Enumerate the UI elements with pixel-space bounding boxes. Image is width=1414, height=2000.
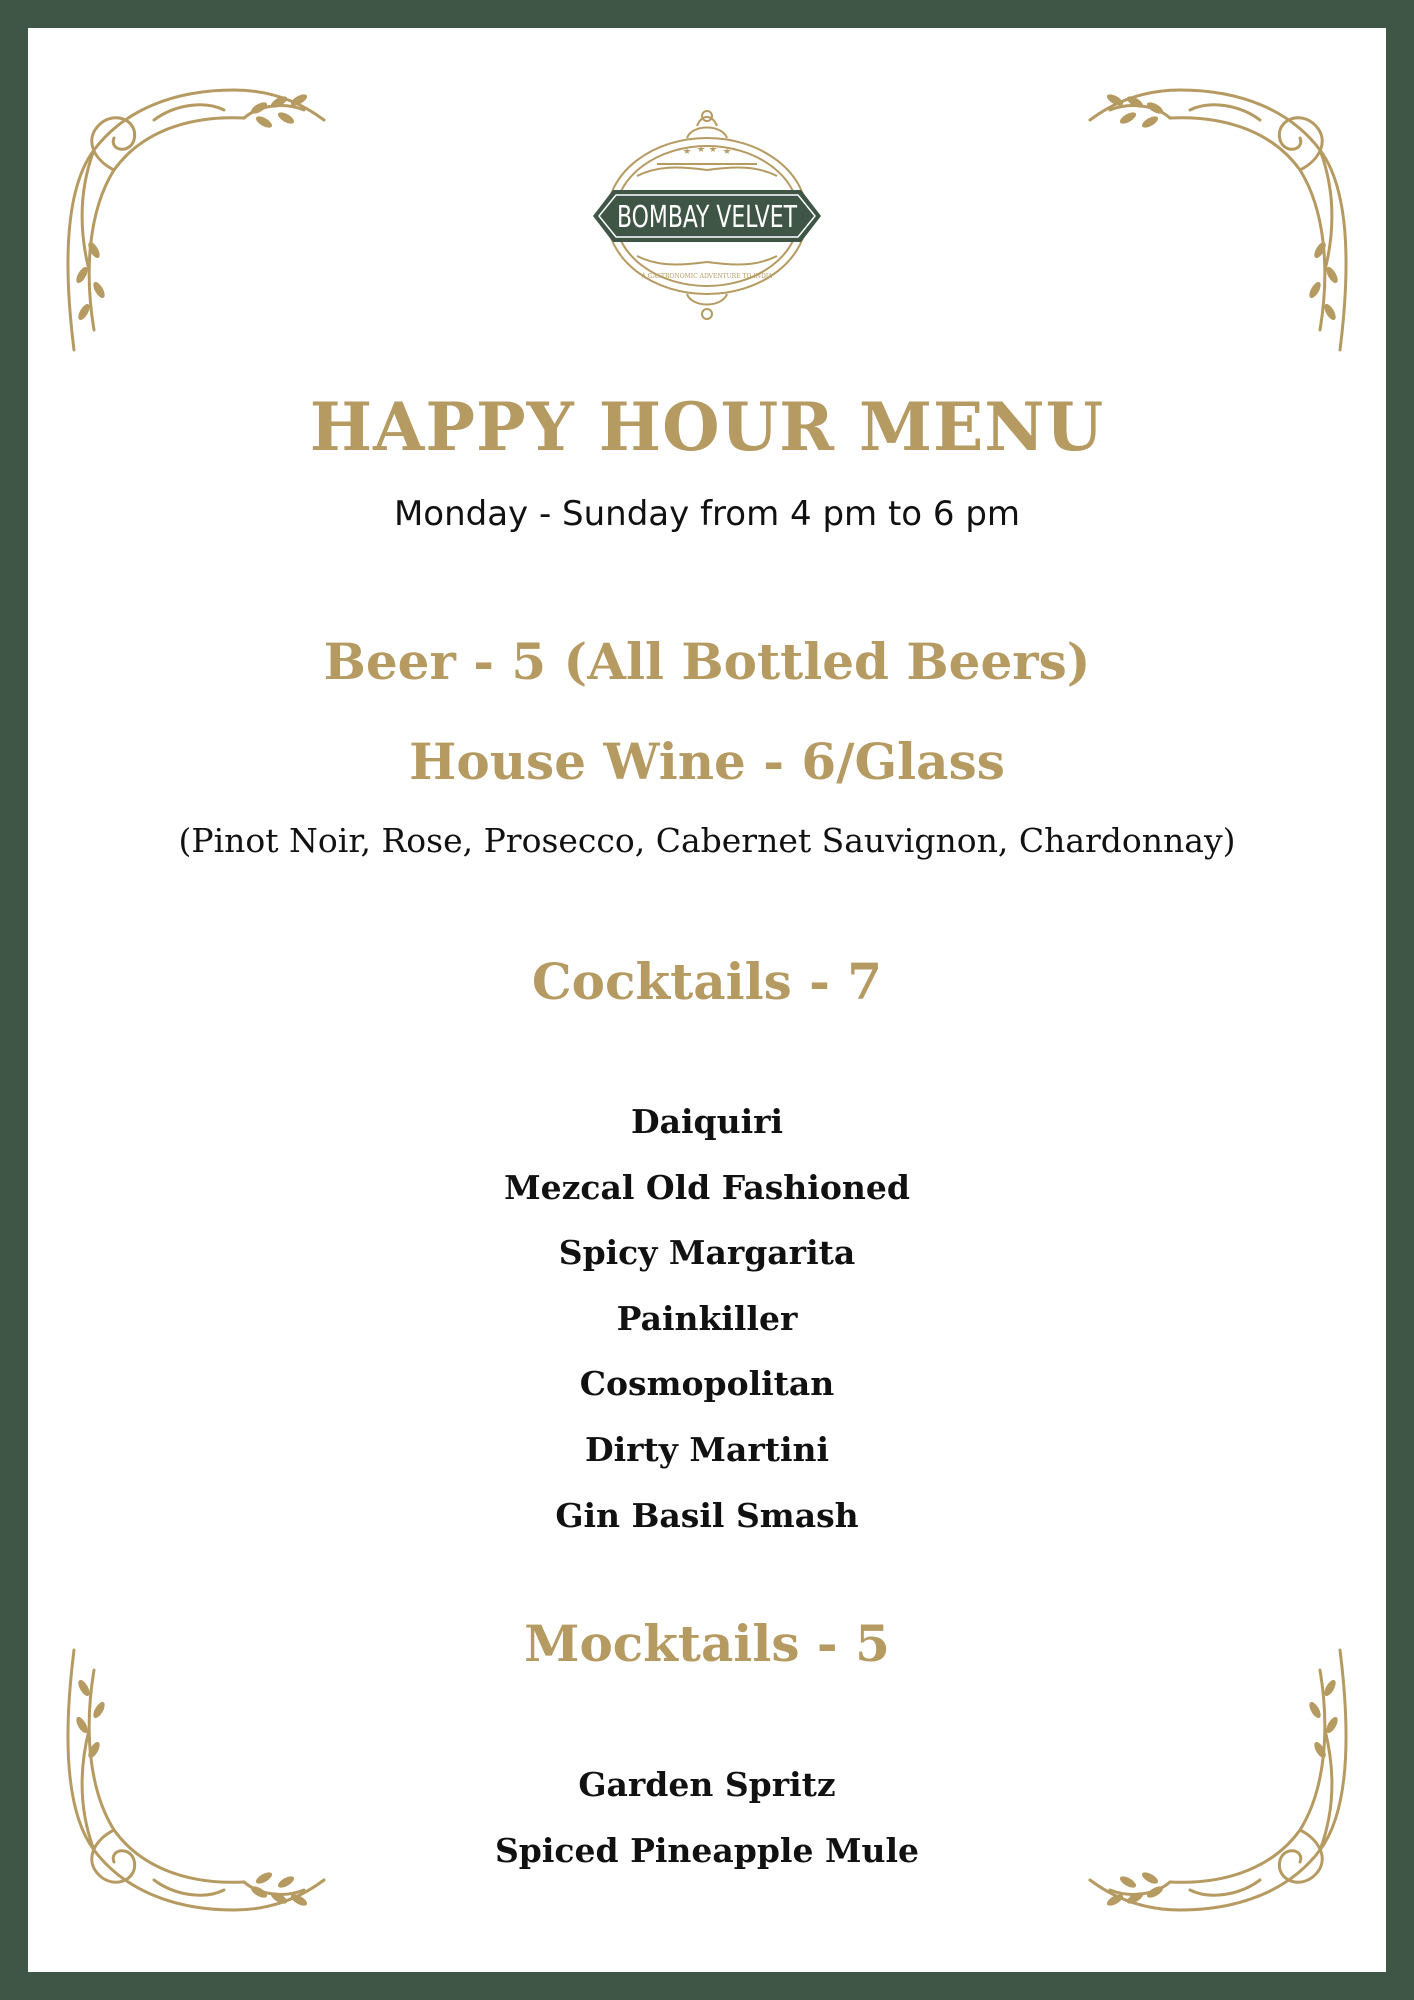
cocktails-heading: Cocktails - 7 [531,952,883,1011]
list-item: Garden Spritz [578,1765,836,1804]
mocktail-list [28,1752,1386,1883]
menu-title: HAPPY HOUR MENU [309,388,1105,466]
list-item: Spiced Pineapple Mule [494,1830,920,1870]
menu-page [28,28,1386,1972]
list-item: Mezcal Old Fashioned [504,1167,910,1207]
list-item: Spicy Margarita [558,1233,856,1273]
ornate-crest-icon [577,86,837,346]
list-item: Cosmopolitan [579,1364,835,1404]
corner-flourish-top-right-icon [1040,50,1360,370]
mocktails-heading: Mocktails - 5 [524,1614,890,1673]
cocktail-list [28,1089,1386,1548]
list-item: Painkiller [616,1298,798,1338]
list-item: Dirty Martini [584,1429,830,1469]
wine-heading: House Wine - 6/Glass [409,732,1005,791]
list-item: Daiquiri [630,1102,784,1141]
wine-varietals: (Pinot Noir, Rose, Prosecco, Cabernet Sauvignon, Chardonnay) [178,821,1236,860]
beer-heading: Beer - 5 (All Bottled Beers) [323,632,1091,691]
list-item: Gin Basil Smash [555,1495,859,1535]
brand-logo [577,86,837,346]
brand-tagline: A GASTRONOMIC ADVENTURE TO INDIA [641,273,773,280]
corner-flourish-top-left-icon [54,50,374,370]
menu-hours: Monday - Sunday from 4 pm to 6 pm [393,494,1021,534]
brand-name: BOMBAY VELVET [617,200,798,235]
